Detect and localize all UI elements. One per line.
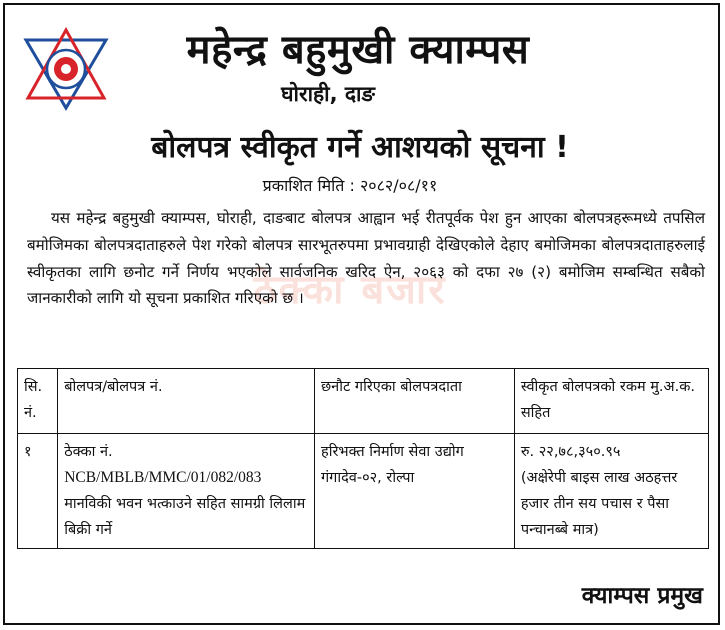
col-header-sn: सि. नं. [18,369,58,434]
signatory: क्याम्पस प्रमुख [581,583,703,609]
amount-in-words: (अक्षेरेपी बाइस लाख अठहत्तर हजार तीन सय पचास र पैसा पन्चानब्बे मात्र) [520,470,678,538]
bid-number: NCB/MBLB/MMC/01/082/083 [64,469,262,486]
watermark: ठेक्का बजार [253,267,447,313]
table-row [18,434,709,549]
bid-table [17,368,709,549]
notice-title: बोलपत्र स्वीकृत गर्ने आशयको सूचना ! [151,130,569,165]
col-header-bid: बोलपत्र/बोलपत्र नं. [58,369,315,434]
cell-bidder: हरिभक्त निर्माण सेवा उद्योग गंगादेव-०२, रोल्पा [315,434,515,549]
bid-description: मानविकी भवन भत्काउने सहित सामग्री लिलाम बिक्री गर्ने [64,496,306,538]
university-emblem-icon [20,26,112,114]
cell-bid [58,434,315,549]
cell-sn: १ [18,434,58,549]
table-header-row [18,369,709,434]
cell-amount [514,434,708,549]
institution-name: महेन्द्र बहुमुखी क्याम्पस [186,27,530,73]
col-header-bidder: छनौट गरिएका बोलपत्रदाता [315,369,515,434]
col-header-amount: स्वीकृत बोलपत्रको रकम मु.अ.क. सहित [514,369,708,434]
bid-label: ठेक्का नं. [64,444,113,460]
institution-location: घोराही, दाङ [281,82,375,106]
amount-figure: रु. २२,७८,३५०.९५ [520,444,621,460]
published-date: प्रकाशित मिति : २०८२/०८/११ [262,176,438,195]
notice-body: यस महेन्द्र बहुमुखी क्याम्पस, घोराही, दाङबाट बोलपत्र आह्वान भई रीतपूर्वक पेश हुन आएका बोलपत्रहरूमध्ये तपसिल बमोजिमका बोलपत्रदाताहरुले पेश गरेको बोलपत्र सारभूतरुपमा प्रभावग्राही देखिएकोले देहाए बमोजिमका बोलपत्रदाताहरुलाई स्वीकृतका लागि छनोट गर्ने निर्णय भएकोले सार्वजनिक खरिद ऐन, २०६३ को दफा २७ (२) बमोजिम सम्बन्धित सबैको जानकारीको लागि यो सूचना प्रकाशित गरिएको छ । [27,209,705,308]
